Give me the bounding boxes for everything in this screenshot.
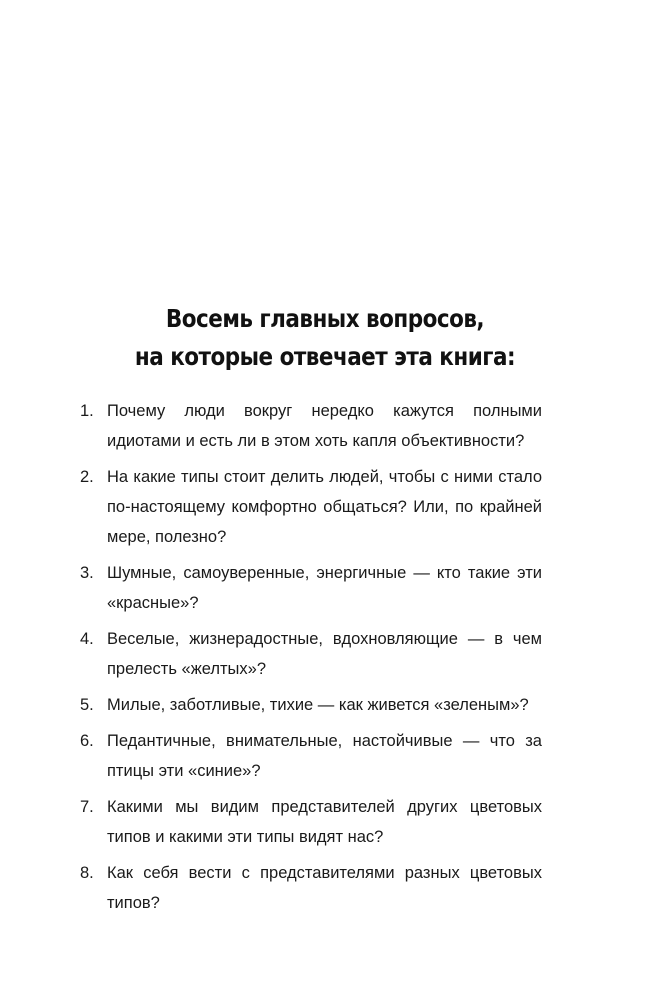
question-text: На какие типы стоит делить людей, чтобы с ними стало по-настоящему комфортно общаться? Или, по крайней мере, полезно? (107, 468, 542, 546)
question-number: 6. (80, 732, 94, 750)
question-number: 4. (80, 630, 94, 648)
list-item (80, 858, 542, 918)
page-heading (0, 300, 650, 376)
question-text: Почему люди вокруг нередко кажутся полными идиотами и есть ли в этом хоть капля объективности? (107, 402, 542, 450)
list-item (80, 558, 542, 618)
question-text: Педантичные, внимательные, настойчивые — что за птицы эти «синие»? (107, 732, 542, 780)
question-text: Какими мы видим представителей других цветовых типов и какими эти типы видят нас? (107, 798, 542, 846)
list-item (80, 462, 542, 552)
list-item (80, 624, 542, 684)
question-number: 2. (80, 468, 94, 486)
question-text: Веселые, жизнерадостные, вдохновляющие — в чем прелесть «желтых»? (107, 630, 542, 678)
question-text: Как себя вести с представителями разных цветовых типов? (107, 864, 542, 912)
question-number: 8. (80, 864, 94, 882)
heading-line-2: на которые отвечает эта книга: (134, 342, 516, 371)
list-item (80, 792, 542, 852)
list-item (80, 726, 542, 786)
question-number: 1. (80, 402, 94, 420)
question-text: Милые, заботливые, тихие — как живется «зеленым»? (107, 696, 529, 714)
question-number: 3. (80, 564, 94, 582)
question-text: Шумные, самоуверенные, энергичные — кто такие эти «красные»? (107, 564, 542, 612)
question-number: 5. (80, 696, 94, 714)
list-item (80, 396, 542, 456)
question-number: 7. (80, 798, 94, 816)
heading-line-1: Восемь главных вопросов, (165, 304, 485, 333)
list-item (80, 690, 542, 720)
questions-list (80, 396, 542, 924)
